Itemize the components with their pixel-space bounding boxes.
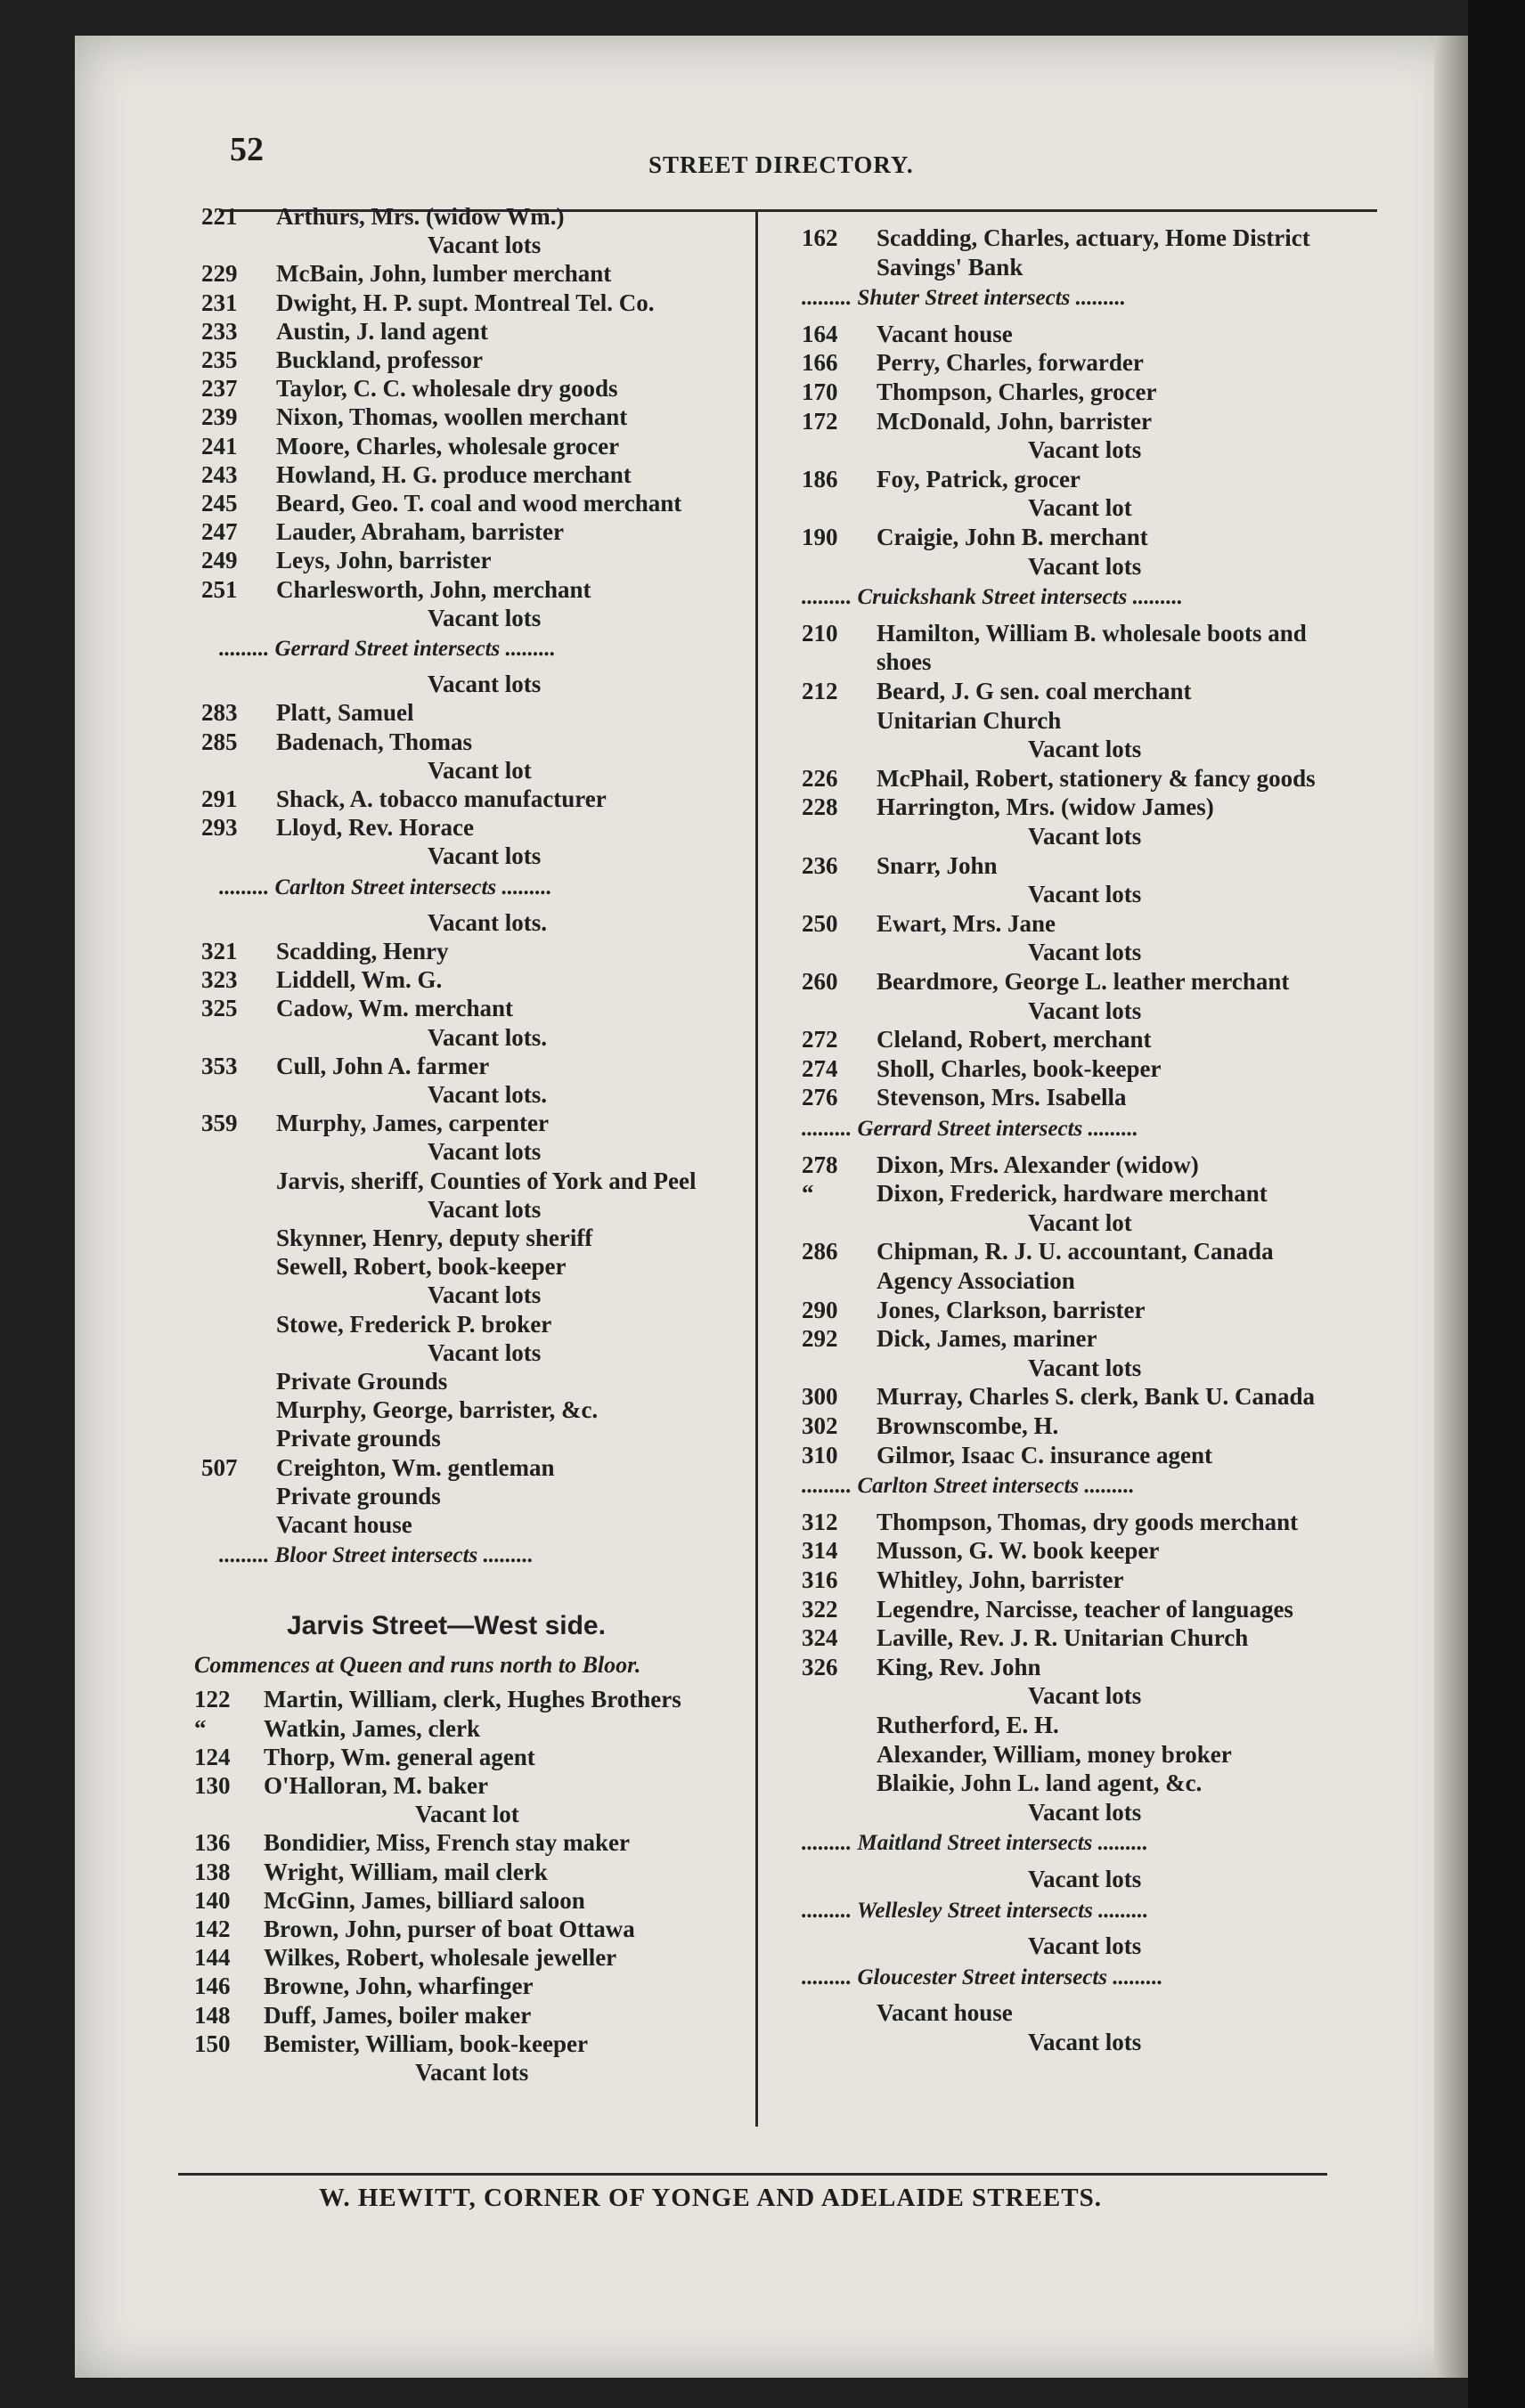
resident-name: Leys, John, barrister [276,547,492,574]
resident-name: Vacant lots [1028,997,1142,1024]
resident-name: Vacant lots [1028,552,1142,580]
resident-name: Beard, J. G sen. coal merchant [877,678,1192,704]
resident-name: Browne, John, wharfinger [264,1973,534,2000]
resident-name: Vacant lots [1028,939,1142,966]
resident-name: McBain, John, lumber merchant [276,260,612,288]
resident-name: Vacant lots [1028,1798,1142,1826]
resident-name: Stevenson, Mrs. Isabella [877,1084,1127,1111]
house-number: 325 [201,995,238,1022]
intersects-label: ......... Shuter Street intersects ......... [802,286,1126,311]
house-number: 140 [194,1886,231,1914]
house-number: 124 [194,1743,231,1770]
resident-name: Perry, Charles, forwarder [877,349,1144,377]
house-number: 285 [201,728,238,755]
resident-name: Ewart, Mrs. Jane [877,909,1056,937]
house-number: 236 [802,851,838,879]
resident-name: Cull, John A. farmer [276,1052,490,1079]
intersects-label: ......... Maitland Street intersects ......... [802,1831,1148,1856]
street-intersects-row [802,1474,1372,1499]
house-number: 290 [802,1296,838,1323]
resident-name: Bondidier, Miss, French stay maker [264,1829,631,1857]
intersects-label: ......... Bloor Street intersects ......... [219,1543,534,1568]
running-head: STREET DIRECTORY. [648,151,914,178]
intersects-label: ......... Carlton Street intersects ......... [802,1474,1135,1499]
resident-name: Badenach, Thomas [276,728,473,755]
resident-name: Savings' Bank [877,253,1023,281]
resident-name: Charlesworth, John, merchant [276,575,591,603]
house-number: 142 [194,1916,231,1942]
resident-name: Moore, Charles, wholesale grocer [276,432,620,460]
resident-name: Foy, Patrick, grocer [877,465,1081,492]
house-number: 148 [194,2001,231,2029]
resident-name: shoes [877,648,932,676]
intersects-label: ......... Carlton Street intersects ......... [219,875,552,899]
resident-name: Private grounds [276,1482,441,1509]
intersects-label: ......... Cruickshank Street intersects ......... [802,585,1183,610]
resident-name: Skynner, Henry, deputy sheriff [276,1224,593,1251]
resident-name: Gilmor, Isaac C. insurance agent [877,1441,1212,1468]
resident-name: Howland, H. G. produce merchant [276,460,632,488]
house-number: 245 [201,490,238,517]
book-spine [1468,0,1525,2408]
resident-name: Vacant lots [1028,2029,1142,2055]
resident-name: Vacant lots [1028,736,1142,763]
resident-name: Vacant lots [428,1338,542,1366]
intersects-label: ......... Gerrard Street intersects ......... [219,637,556,661]
resident-name: Lauder, Abraham, barrister [276,518,564,546]
resident-name: Dick, James, mariner [877,1325,1097,1353]
resident-name: McPhail, Robert, stationery & fancy goods [877,764,1316,792]
house-number: 274 [802,1054,838,1082]
house-number: 172 [802,407,838,435]
house-number: 228 [802,793,838,821]
house-number: 170 [802,378,838,405]
resident-name: Jarvis, sheriff, Counties of York and Peel [276,1167,697,1194]
resident-name: Shack, A. tobacco manufacturer [276,785,607,812]
resident-name: Stowe, Frederick P. broker [276,1310,552,1338]
house-number: 326 [802,1653,838,1680]
resident-name: Platt, Samuel [276,699,414,727]
resident-name: Sholl, Charles, book-keeper [877,1054,1162,1082]
house-number: 243 [201,460,238,488]
house-number: 278 [802,1151,838,1178]
resident-name: McGinn, James, billiard saloon [264,1886,585,1914]
house-number: 212 [802,678,838,704]
intersects-label: ......... Wellesley Street intersects ......... [802,1898,1149,1923]
resident-name: Martin, William, clerk, Hughes Brothers [264,1686,681,1713]
house-number: 247 [201,518,238,546]
resident-name: Bemister, William, book-keeper [264,2030,588,2057]
house-number: 324 [802,1624,838,1652]
house-number: 237 [201,375,238,403]
resident-name: Vacant lots [1028,1682,1142,1710]
house-number: 164 [802,320,838,347]
house-number: 138 [194,1858,231,1885]
resident-name: Chipman, R. J. U. accountant, Canada [877,1238,1274,1265]
resident-name: Murphy, James, carpenter [276,1110,549,1137]
resident-name: Creighton, Wm. gentleman [276,1453,555,1481]
resident-name: Harrington, Mrs. (widow James) [877,793,1214,821]
resident-name: Scadding, Charles, actuary, Home District [877,224,1310,251]
resident-name: Legendre, Narcisse, teacher of languages [877,1595,1293,1623]
resident-name: Vacant lots [415,2059,529,2086]
resident-name: Vacant lots [428,1281,542,1309]
resident-name: King, Rev. John [877,1653,1041,1680]
house-number: 146 [194,1973,231,2000]
street-intersects-row [219,637,718,662]
resident-name: Private grounds [276,1425,441,1452]
house-number: 316 [802,1566,838,1593]
street-intersects-row [802,1899,1372,1924]
resident-name: Vacant lots [1028,1932,1142,1960]
resident-name: Buckland, professor [276,346,484,373]
house-number: 251 [201,575,238,603]
resident-name: Vacant house [276,1511,412,1538]
house-number: 233 [201,317,238,345]
resident-name: Private Grounds [276,1368,448,1395]
resident-name: Vacant lots [428,842,542,870]
resident-name: Hamilton, William B. wholesale boots and [877,619,1307,647]
house-number: 226 [802,764,838,792]
resident-name: Vacant lots [1028,436,1142,464]
house-number: 144 [194,1944,231,1972]
resident-name: Vacant lots [428,1195,542,1223]
house-number: 136 [194,1829,231,1857]
house-number: 302 [802,1412,838,1439]
house-number: 122 [194,1686,231,1713]
resident-name: Vacant lots [1028,881,1142,908]
resident-name: Alexander, William, money broker [877,1740,1232,1768]
resident-name: Vacant lot [428,756,532,784]
resident-name: O'Halloran, M. baker [264,1772,488,1799]
resident-name: Craigie, John B. merchant [877,524,1148,550]
house-number: 229 [201,260,238,288]
resident-name: Beardmore, George L. leather merchant [877,968,1290,995]
resident-name: Vacant lots [428,671,542,698]
resident-name: Cadow, Wm. merchant [276,995,514,1022]
resident-name: Vacant lots [1028,823,1142,850]
house-number: 231 [201,289,238,316]
house-number: 162 [802,224,838,251]
resident-name: Dixon, Frederick, hardware merchant [877,1180,1268,1208]
resident-name: Austin, J. land agent [276,317,488,345]
street-intersects-row [802,1965,1372,1990]
resident-name: Nixon, Thomas, woollen merchant [276,403,628,431]
resident-name: Vacant lots. [428,1081,548,1108]
house-number: 292 [802,1325,838,1353]
resident-name: Vacant lots. [428,1023,548,1051]
column-divider [755,212,758,2127]
resident-name: Vacant lot [1028,494,1132,522]
page-number: 52 [230,131,264,168]
intersects-label: ......... Gloucester Street intersects ......... [802,1965,1163,1989]
resident-name: Vacant lots [1028,1866,1142,1892]
house-number: 239 [201,403,238,431]
resident-name: Arthurs, Mrs. (widow Wm.) [276,203,565,230]
resident-name: Vacant house [877,320,1013,347]
house-number: 286 [802,1238,838,1265]
house-number: “ [194,1714,207,1742]
resident-name: Whitley, John, barrister [877,1566,1124,1593]
resident-name: Wilkes, Robert, wholesale jeweller [264,1944,617,1972]
resident-name: Vacant lot [1028,1208,1132,1236]
house-number: 314 [802,1537,838,1565]
resident-name: Blaikie, John L. land agent, &c. [877,1769,1203,1797]
resident-name: Taylor, C. C. wholesale dry goods [276,375,618,403]
house-number: 312 [802,1508,838,1535]
resident-name: Murphy, George, barrister, &c. [276,1396,599,1424]
resident-name: Vacant lots [428,604,542,631]
house-number: 293 [201,814,238,842]
resident-name: Agency Association [877,1267,1075,1294]
street-intersects-row [802,1117,1372,1142]
house-number: 235 [201,346,238,373]
resident-name: Dwight, H. P. supt. Montreal Tel. Co. [276,289,655,316]
resident-name: Vacant lots [428,1138,542,1166]
resident-name: Thompson, Charles, grocer [877,378,1157,405]
resident-name: Snarr, John [877,851,998,879]
house-number: 150 [194,2030,231,2057]
house-number: 359 [201,1110,238,1137]
house-number: 241 [201,432,238,460]
house-number: 210 [802,619,838,647]
resident-name: Jones, Clarkson, barrister [877,1296,1146,1323]
resident-name: Thorp, Wm. general agent [264,1743,535,1770]
house-number: 322 [802,1595,838,1623]
resident-name: Liddell, Wm. G. [276,966,443,994]
house-number: 221 [201,203,238,230]
house-number: 283 [201,699,238,727]
house-number: 507 [201,1453,238,1481]
resident-name: Duff, James, boiler maker [264,2001,532,2029]
page-edge [1434,36,1468,2378]
street-intersects-row [219,1543,718,1568]
resident-name: Murray, Charles S. clerk, Bank U. Canada [877,1383,1316,1411]
resident-name: Thompson, Thomas, dry goods merchant [877,1508,1299,1535]
footer-rule [178,2173,1327,2176]
house-number: 260 [802,968,838,995]
resident-name: Vacant lot [415,1801,519,1828]
house-number: 310 [802,1441,838,1468]
house-number: 353 [201,1052,238,1079]
page-footer: W. HEWITT, CORNER OF YONGE AND ADELAIDE STREETS. [319,2184,1102,2212]
resident-name: Vacant lots [1028,1354,1142,1381]
section-heading: Jarvis Street—West side. [287,1611,606,1641]
resident-name: Sewell, Robert, book-keeper [276,1253,567,1281]
house-number: 186 [802,465,838,492]
resident-name: Wright, William, mail clerk [264,1858,548,1885]
house-number: 190 [802,524,838,550]
resident-name: Lloyd, Rev. Horace [276,814,474,842]
resident-name: Laville, Rev. J. R. Unitarian Church [877,1624,1249,1652]
house-number: 166 [802,349,838,377]
house-number: 249 [201,547,238,574]
resident-name: Scadding, Henry [276,938,449,964]
resident-name: Unitarian Church [877,706,1062,734]
street-intersects-row [802,585,1372,610]
house-number: “ [802,1180,814,1208]
resident-name: Watkin, James, clerk [264,1714,480,1742]
house-number: 291 [201,785,238,812]
section-intro: Commences at Queen and runs north to Bloor. [194,1652,641,1679]
resident-name: Cleland, Robert, merchant [877,1026,1152,1054]
resident-name: Beard, Geo. T. coal and wood merchant [276,490,682,517]
resident-name: Brown, John, purser of boat Ottawa [264,1916,635,1942]
resident-name: McDonald, John, barrister [877,407,1152,435]
resident-name: Dixon, Mrs. Alexander (widow) [877,1151,1199,1178]
street-intersects-row [802,1831,1372,1856]
house-number: 276 [802,1084,838,1111]
house-number: 323 [201,966,238,994]
street-intersects-row [219,875,718,900]
house-number: 272 [802,1026,838,1054]
resident-name: Vacant house [877,1999,1013,2027]
resident-name: Musson, G. W. book keeper [877,1537,1160,1565]
resident-name: Vacant lots. [428,908,548,936]
house-number: 250 [802,909,838,937]
house-number: 130 [194,1772,231,1799]
intersects-label: ......... Gerrard Street intersects ......... [802,1117,1138,1141]
resident-name: Rutherford, E. H. [877,1712,1059,1738]
street-intersects-row [802,286,1372,311]
house-number: 300 [802,1383,838,1411]
house-number: 321 [201,938,238,964]
resident-name: Brownscombe, H. [877,1412,1059,1439]
resident-name: Vacant lots [428,232,542,259]
